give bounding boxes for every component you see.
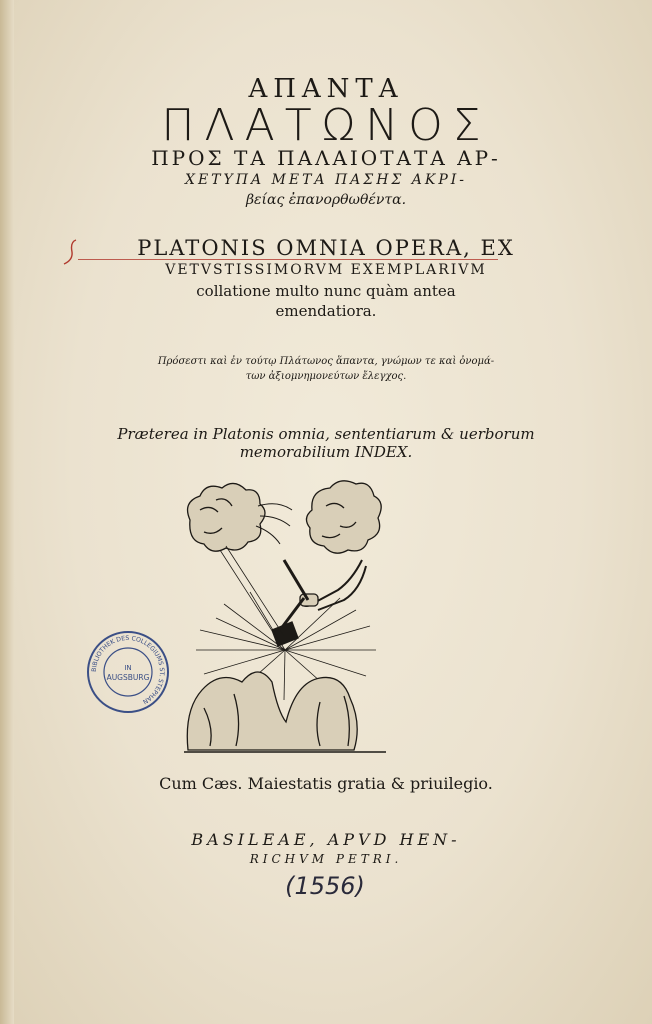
library-stamp [86, 630, 170, 714]
stamp-inner-line1: IN [124, 664, 132, 672]
latin-title-line2: VETVSTISSIMORVM EXEMPLARIVM [165, 262, 487, 278]
latin-title-line3: collatione multo nunc quàm antea [196, 282, 456, 300]
latin-title-line1: PLATONIS OMNIA OPERA, EX [137, 236, 515, 260]
greek-title-line5: βείας ἐπανορθωθέντα. [245, 192, 407, 208]
imprint-line2: RICHVM PETRI. [249, 852, 403, 866]
latin-title-line4: emendatiora. [275, 302, 377, 320]
greek-title-author: ΠΛΑΤΩΝΟΣ [161, 100, 491, 151]
greek-note-line2: των ἀξιομνημονεύτων ἔλεγχος. [245, 371, 407, 382]
privilege-line: Cum Cæs. Maiestatis gratia & priuilegio. [159, 774, 493, 793]
stamp-inner-line2: AUGSBURG [106, 673, 150, 682]
greek-title-line4: ΧΕΤΥΠΑ ΜΕΤΑ ΠΑΣΗΣ ΑΚΡΙ- [184, 172, 467, 188]
index-line1: Præterea in Platonis omnia, sententiarum & uerborum [117, 425, 535, 443]
imprint-line1: BASILEAE, APVD HEN- [191, 830, 461, 849]
stamp-outer-text: BIBLIOTHEK DES COLLEGIUMS ST. STEPHAN [90, 634, 166, 705]
greek-note-line1: Πρόσεστι καὶ ἐν τούτῳ Πλάτωνος ἅπαντα, γνώμων τε καὶ ὀνομά- [157, 356, 495, 367]
handwritten-year: (1556) [285, 872, 365, 900]
index-line2: memorabilium INDEX. [239, 443, 413, 461]
greek-title-line1: ΑΠΑΝΤΑ [248, 74, 404, 104]
printers-device-woodcut [180, 480, 390, 762]
greek-title-line3: ΠΡΟΣ ΤΑ ΠΑΛΑΙΟΤΑΤΑ ΑΡ- [151, 146, 501, 170]
